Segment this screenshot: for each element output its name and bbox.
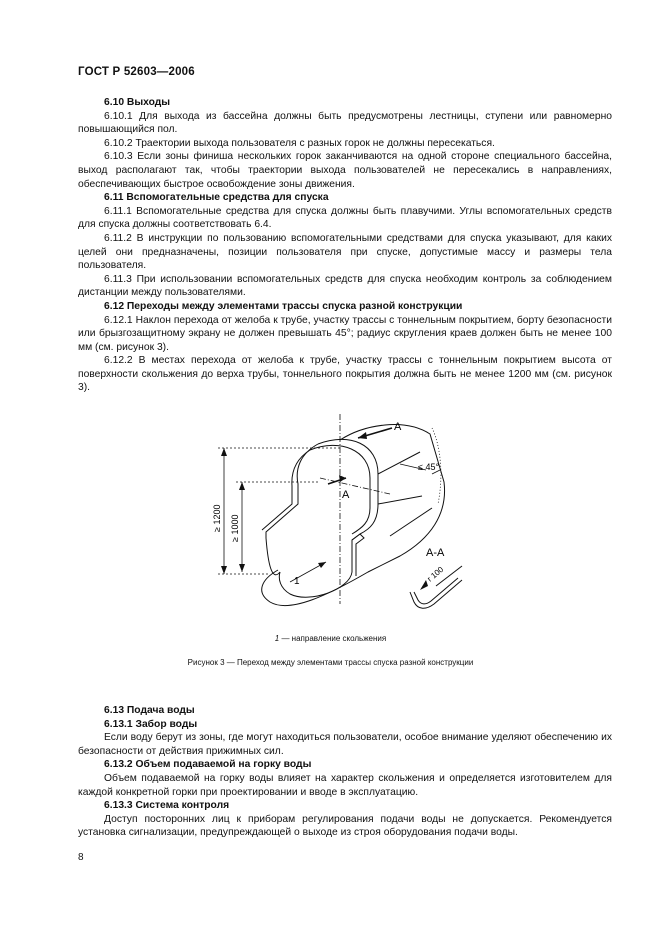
paragraph: 6.11.3 При использовании вспомогательных средств для спуска необходим контроль за соблюдением дистанции между пользователями. <box>78 273 612 299</box>
label-a-top: A <box>394 421 402 433</box>
paragraph: 6.11.1 Вспомогательные средства для спуска должны быть плавучими. Углы вспомогательных средств для спуска должны соответствовать 6.4. <box>78 205 612 231</box>
section-heading: 6.13 Подача воды <box>104 705 195 716</box>
figure-legend <box>0 634 661 643</box>
section-heading: 6.11 Вспомогательные средства для спуска <box>104 192 329 204</box>
paragraph: Если воду берут из зоны, где могут находиться пользователи, особое внимание уделяют обеспечению их безопасности от действия прижимных сил. <box>78 732 612 757</box>
tube-outer-contour <box>262 425 445 606</box>
document-header: ГОСТ Р 52603—2006 <box>78 66 195 78</box>
figure-caption: Рисунок 3 — Переход между элементами трассы спуска разной конструкции <box>187 658 474 667</box>
label-one: 1 <box>294 576 300 587</box>
paragraph: 6.10.1 Для выхода из бассейна должны быть предусмотрены лестницы, ступени или равномерно повышающийся пол. <box>78 110 612 136</box>
section-water-supply <box>78 704 612 840</box>
section-exits-aids-transitions <box>78 96 612 395</box>
page-number: 8 <box>78 852 84 863</box>
label-angle: ≤ 45° <box>418 462 440 472</box>
section-heading: 6.10 Выходы <box>104 97 171 108</box>
paragraph: 6.12.2 В местах перехода от желоба к трубе, участку трассы с тоннельным покрытием высота от поверхности скольжения до верха трубы, тоннельного покрытия должна быть не менее 1200 мм (см. рисунок 3). <box>78 355 612 394</box>
paragraph: 6.10.3 Если зоны финиша нескольких горок заканчиваются на одной стороне специального бассейна, выход располагают так, чтобы траектории выхода пользователей не пересекались в направлениях, обеспечивающих быстрое освобождение зоны движения. <box>78 151 612 190</box>
section-heading: 6.13.1 Забор воды <box>104 718 198 730</box>
legend-text: — направление скольжения <box>279 634 387 643</box>
section-heading: 6.12 Переходы между элементами трассы спуска разной конструкции <box>104 300 463 312</box>
label-section: A-A <box>426 547 445 559</box>
section-heading: 6.13.3 Система контроля <box>104 800 230 812</box>
paragraph: Объем подаваемой на горку воды влияет на характер скольжения и определяется изготовителем для каждой конкретной горки при проектировании и вводе в эксплуатацию. <box>78 772 612 798</box>
legend-number: 1 <box>274 634 280 643</box>
paragraph: 6.11.2 В инструкции по пользованию вспомогательными средствами для спуска указывают, для каких целей они предназначены, позиции пользователя при спуске, допустимые массу и размеры тела пользователя. <box>78 232 612 272</box>
label-dim-outer: ≥ 1200 <box>212 504 222 532</box>
section-heading: 6.13.2 Объем подаваемой на горку воды <box>104 759 312 771</box>
label-radius: r 100 <box>425 564 446 584</box>
paragraph: 6.10.2 Траектории выхода пользователя с разных горок не должны пересекаться. <box>104 137 495 149</box>
paragraph: 6.12.1 Наклон перехода от желоба к трубе, участку трассы с тоннельным покрытием, борту безопасности или брызгозащитному экрану не должен превышать 45°; радиус скругления краев должен быть не менее 100 мм (см. рисунок 3). <box>78 314 612 353</box>
paragraph: Доступ посторонних лиц к приборам регулирования подачи воды не допускается. Рекомендуется установка сигнализации, предупреждающей о выходе из строя оборудования подачи воды. <box>78 813 612 839</box>
technical-drawing <box>200 404 520 626</box>
figure-3-transition-drawing <box>200 404 520 626</box>
trough-inner-contour <box>279 439 378 597</box>
label-a-mid: A <box>342 489 350 501</box>
label-dim-inner: ≥ 1000 <box>230 514 240 542</box>
